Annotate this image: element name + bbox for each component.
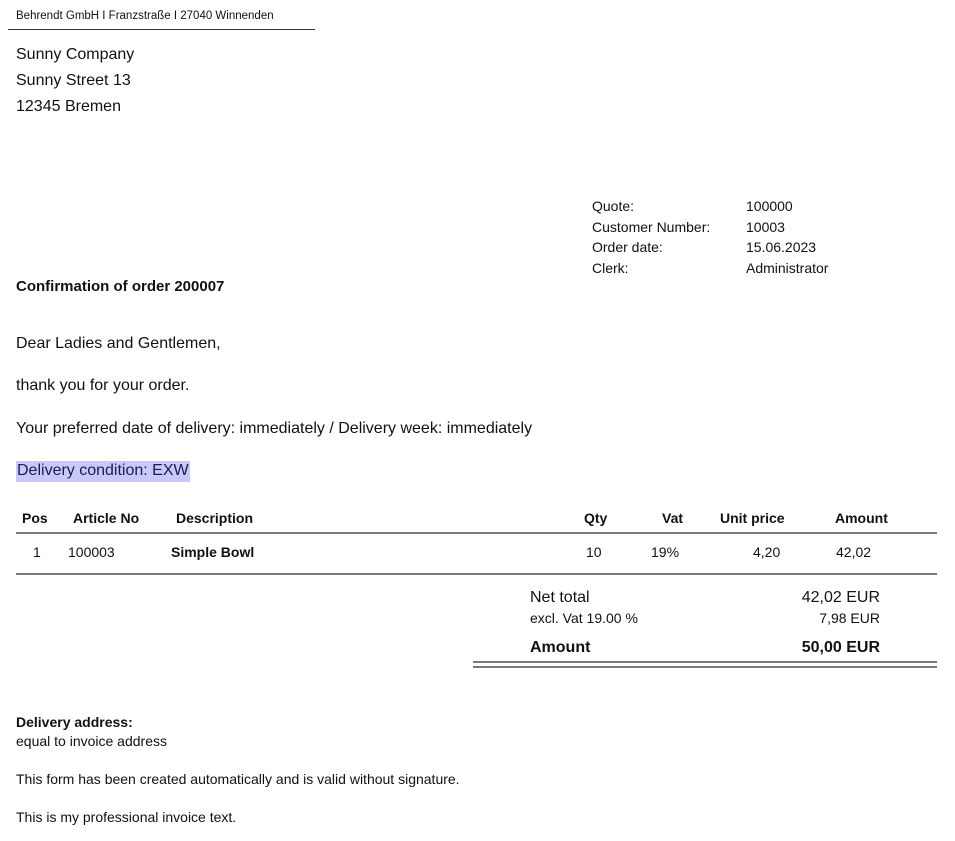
total-double-underline-top — [473, 661, 937, 663]
meta-label: Quote: — [592, 198, 635, 214]
table-header-divider — [16, 532, 937, 534]
meta-label: Order date: — [592, 239, 663, 255]
vat-value: 7,98 EUR — [819, 610, 880, 626]
cell-qty: 10 — [586, 544, 602, 560]
col-header-description: Description — [176, 510, 254, 526]
meta-value: 100000 — [746, 198, 793, 214]
delivery-address-heading: Delivery address: — [16, 714, 133, 730]
meta-row-clerk — [592, 258, 828, 279]
cell-unit-price: 4,20 — [753, 544, 781, 560]
net-total-label: Net total — [530, 589, 590, 606]
cell-article-no: 100003 — [68, 544, 115, 560]
col-header-unit-price: Unit price — [720, 510, 785, 526]
col-header-qty: Qty — [584, 510, 608, 526]
delivery-address-value: equal to invoice address — [16, 733, 167, 749]
col-header-pos: Pos — [22, 510, 48, 526]
document-title: Confirmation of order 200007 — [16, 278, 225, 295]
total-double-underline-bottom — [473, 666, 937, 668]
sender-divider — [8, 29, 315, 30]
cell-amount: 42,02 — [836, 544, 872, 560]
net-total-value: 42,02 EUR — [801, 589, 880, 606]
meta-row-quote — [592, 196, 828, 217]
meta-label: Clerk: — [592, 259, 629, 276]
meta-label: Customer Number: — [592, 218, 711, 235]
invoice-footer-text: This is my professional invoice text. — [16, 809, 237, 825]
meta-value: 15.06.2023 — [746, 239, 817, 255]
vat-label: excl. Vat 19.00 % — [530, 610, 638, 626]
sender-line: Behrendt GmbH I Franzstraße I 27040 Winnenden — [16, 10, 274, 22]
meta-row-customer-number — [592, 217, 828, 238]
recipient-street: Sunny Street 13 — [16, 72, 131, 89]
cell-vat: 19% — [651, 544, 680, 560]
meta-value: Administrator — [746, 259, 829, 276]
col-header-vat: Vat — [662, 510, 684, 526]
col-header-amount: Amount — [835, 510, 888, 526]
cell-description: Simple Bowl — [171, 544, 255, 560]
total-amount-value: 50,00 EUR — [801, 639, 880, 656]
auto-generated-note: This form has been created automatically and is valid without signature. — [16, 771, 460, 787]
meta-row-order-date — [592, 237, 828, 258]
order-meta — [592, 196, 828, 278]
total-amount-label: Amount — [530, 639, 591, 656]
recipient-city: 12345 Bremen — [16, 98, 121, 115]
thanks-text: thank you for your order. — [16, 377, 190, 394]
cell-pos: 1 — [33, 544, 41, 560]
delivery-condition-selected-text[interactable]: Delivery condition: EXW — [16, 461, 190, 482]
table-row-divider — [16, 573, 937, 575]
meta-value: 10003 — [746, 218, 785, 235]
preferred-delivery-text: Your preferred date of delivery: immediately / Delivery week: immediately — [16, 420, 533, 437]
col-header-article-no: Article No — [73, 510, 140, 526]
salutation: Dear Ladies and Gentlemen, — [16, 335, 221, 352]
recipient-address — [16, 42, 134, 120]
recipient-name: Sunny Company — [16, 46, 135, 63]
